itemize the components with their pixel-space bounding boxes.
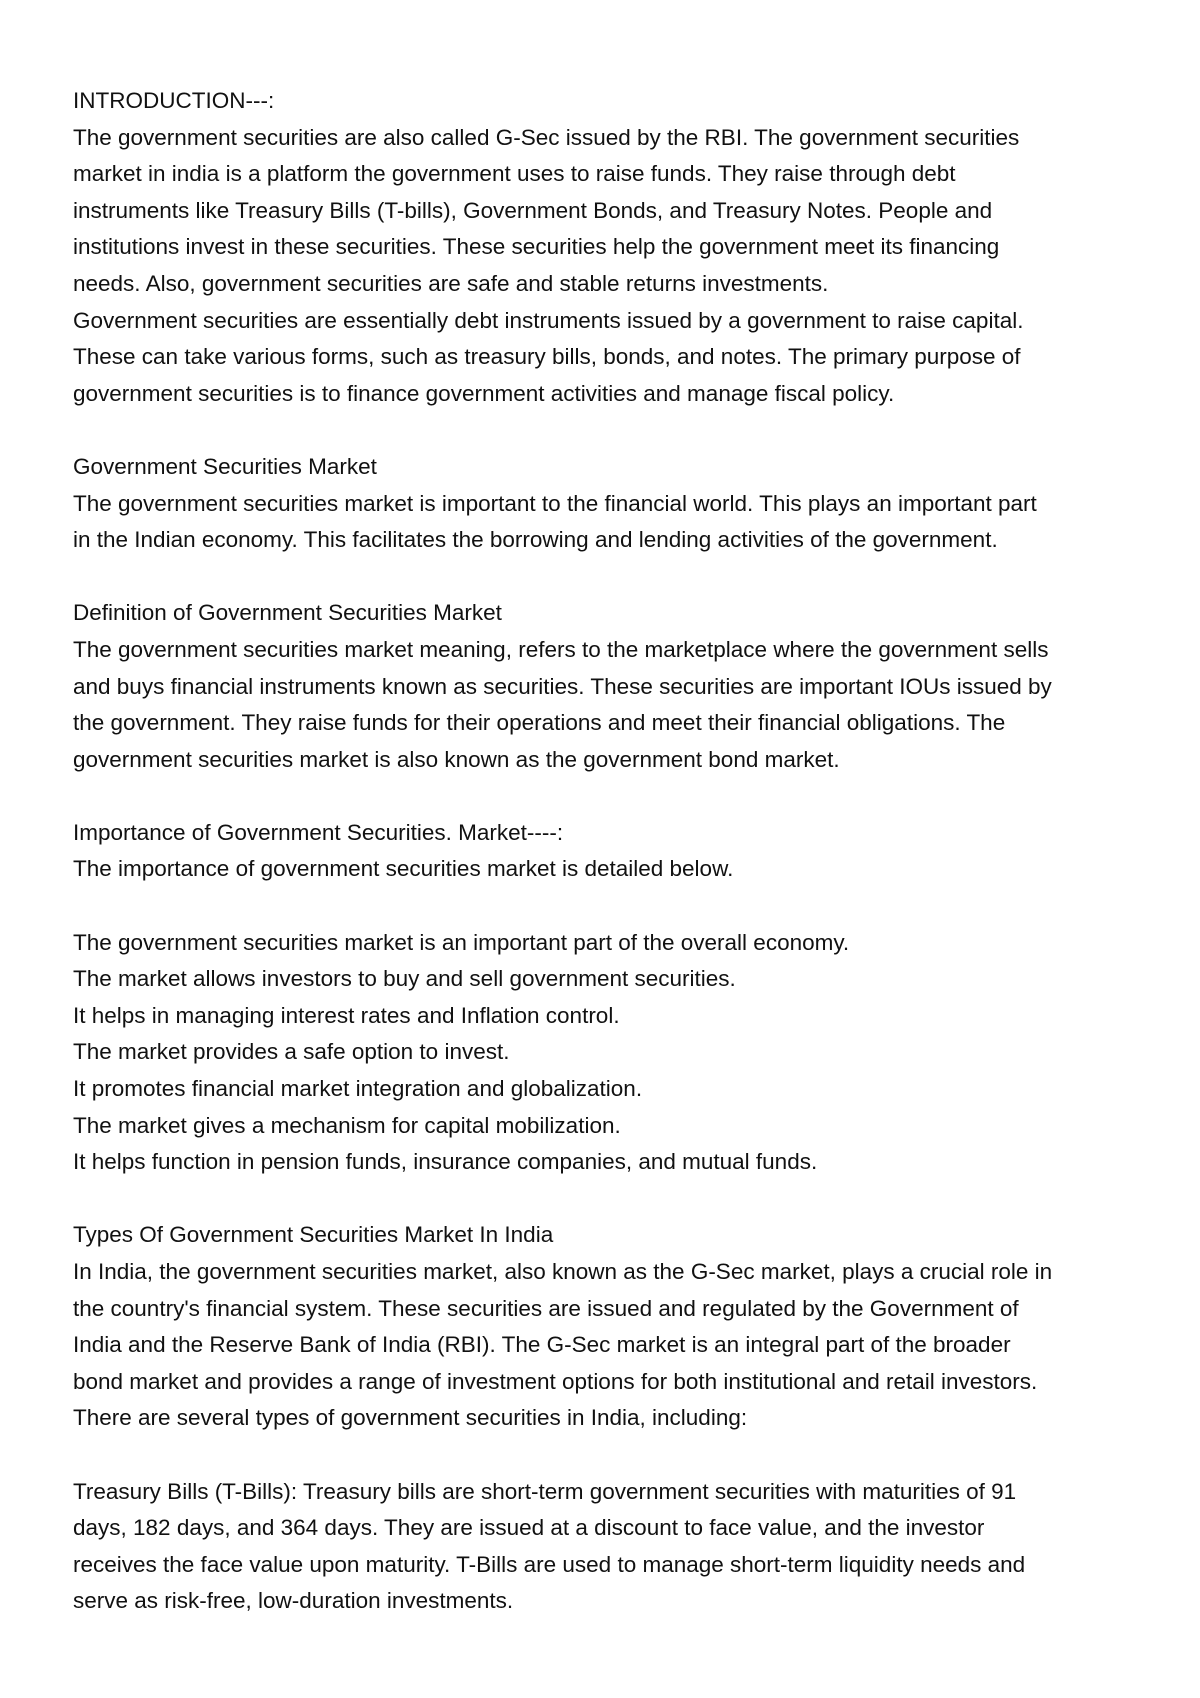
types-section [73, 1217, 1153, 1620]
paragraph-line: and buys financial instruments known as securities. These securities are important IOUs issued by [73, 673, 1052, 699]
blank-line [73, 778, 1153, 815]
definition-section [73, 595, 1153, 778]
importance-section [73, 815, 1153, 1181]
list-item: It helps function in pension funds, insurance companies, and mutual funds. [73, 1149, 818, 1175]
blank-line [73, 1437, 1153, 1474]
paragraph-line: The government securities are also called G-Sec issued by the RBI. The government securities [73, 124, 1020, 150]
paragraph-line: days, 182 days, and 364 days. They are issued at a discount to face value, and the investor [73, 1515, 985, 1541]
paragraph-line: These can take various forms, such as treasury bills, bonds, and notes. The primary purpose of [73, 344, 1021, 370]
paragraph-line: India and the Reserve Bank of India (RBI). The G-Sec market is an integral part of the broader [73, 1332, 1011, 1358]
paragraph-line: government securities is to finance government activities and manage fiscal policy. [73, 380, 895, 406]
blank-line [73, 412, 1153, 449]
blank-line [73, 1181, 1153, 1218]
paragraph-line: in the Indian economy. This facilitates the borrowing and lending activities of the government. [73, 527, 998, 553]
paragraph-line: serve as risk-free, low-duration investments. [73, 1588, 514, 1614]
paragraph-line: needs. Also, government securities are safe and stable returns investments. [73, 270, 829, 296]
paragraph-line: government securities market is also known as the government bond market. [73, 746, 840, 772]
paragraph-line: institutions invest in these securities. These securities help the government meet its financing [73, 234, 1000, 260]
paragraph-line: Treasury Bills (T-Bills): Treasury bills are short-term government securities with maturities of 91 [73, 1478, 1017, 1504]
document-page [73, 83, 1153, 1620]
list-item: It helps in managing interest rates and Inflation control. [73, 1002, 620, 1028]
paragraph-line: receives the face value upon maturity. T-Bills are used to manage short-term liquidity needs and [73, 1551, 1026, 1577]
section-heading: INTRODUCTION---: [73, 88, 275, 113]
paragraph-line: The government securities market meaning, refers to the marketplace where the government sells [73, 636, 1049, 662]
paragraph-line: Government securities are essentially debt instruments issued by a government to raise capital. [73, 307, 1024, 333]
section-heading: Importance of Government Securities. Market----: [73, 819, 564, 845]
paragraph-line: market in india is a platform the government uses to raise funds. They raise through debt [73, 161, 956, 187]
section-heading: Government Securities Market [73, 453, 377, 479]
paragraph-line: In India, the government securities market, also known as the G-Sec market, plays a crucial role in [73, 1259, 1053, 1284]
list-item: The market allows investors to buy and sell government securities. [73, 966, 736, 992]
paragraph-line: the government. They raise funds for their operations and meet their financial obligations. The [73, 710, 1006, 736]
list-item: The market provides a safe option to invest. [73, 1039, 510, 1065]
section-heading: Definition of Government Securities Market [73, 600, 502, 626]
paragraph-line: the country's financial system. These securities are issued and regulated by the Government of [73, 1295, 1019, 1321]
introduction-section [73, 83, 1153, 412]
blank-line [73, 559, 1153, 596]
paragraph-line: There are several types of government securities in India, including: [73, 1405, 748, 1431]
market-section [73, 449, 1153, 559]
paragraph-line: The importance of government securities market is detailed below. [73, 856, 734, 882]
paragraph-line: instruments like Treasury Bills (T-bills), Government Bonds, and Treasury Notes. People and [73, 197, 993, 223]
blank-line [73, 888, 1153, 925]
paragraph-line: bond market and provides a range of investment options for both institutional and retail investors. [73, 1368, 1038, 1394]
list-item: It promotes financial market integration and globalization. [73, 1076, 643, 1102]
paragraph-line: The government securities market is important to the financial world. This plays an important part [73, 490, 1037, 516]
list-item: The market gives a mechanism for capital mobilization. [73, 1112, 621, 1138]
section-heading: Types Of Government Securities Market In India [73, 1222, 554, 1248]
list-item: The government securities market is an important part of the overall economy. [73, 929, 850, 955]
